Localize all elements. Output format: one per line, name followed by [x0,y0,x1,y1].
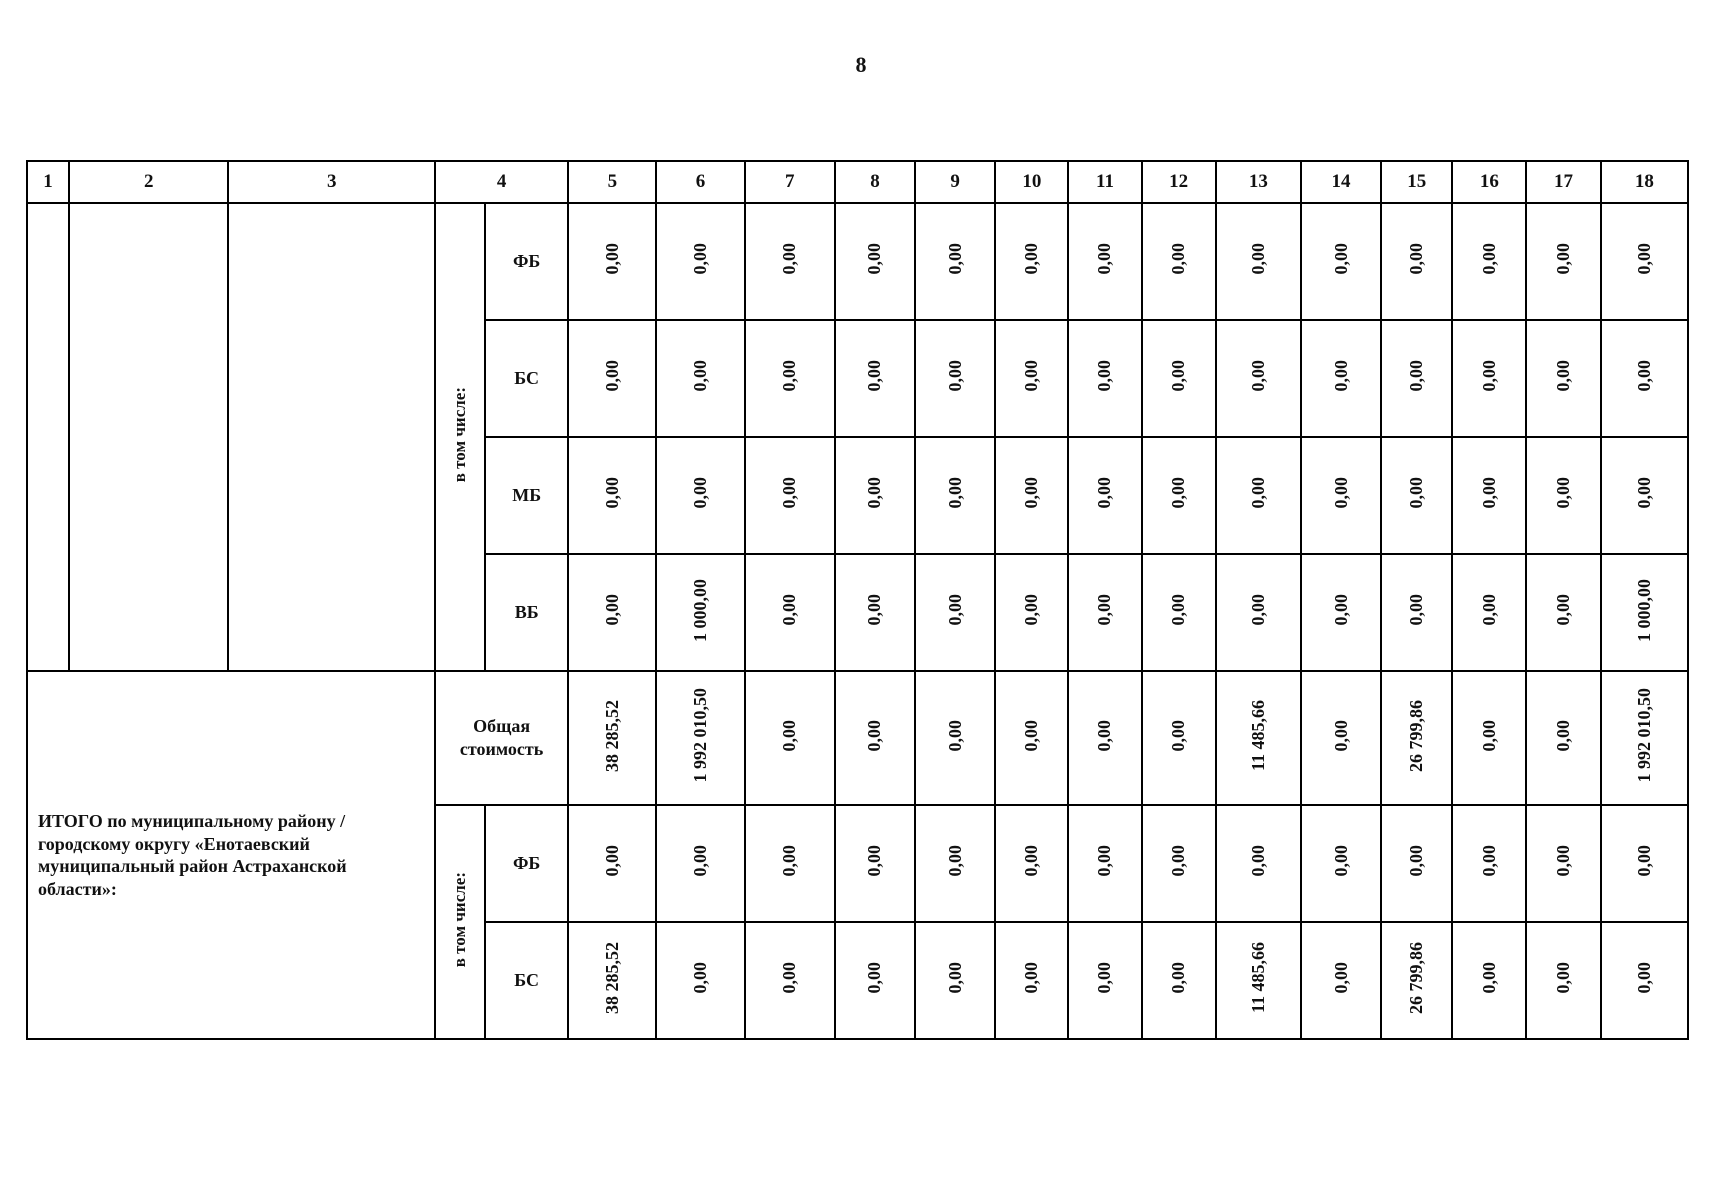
cell-value: 11 485,66 [1247,699,1268,771]
column-header-15: 15 [1381,161,1452,203]
value-cell [1381,554,1452,671]
value-cell [568,320,656,437]
cell-value: 0,00 [864,719,885,752]
cell-value: 0,00 [1330,962,1351,994]
cell-value: 0,00 [1478,962,1499,994]
cell-value: 0,00 [1247,243,1268,275]
cell-value: 0,00 [864,243,885,275]
column-header-17: 17 [1526,161,1600,203]
cell-value: 0,00 [1633,477,1654,509]
funding-source-code: БС [485,320,568,437]
cell-value: 0,00 [1094,477,1115,509]
cell-value: 0,00 [1094,962,1115,994]
column-header-14: 14 [1301,161,1381,203]
total-cost-label: Общая стоимость [435,671,568,805]
cell-value: 0,00 [1478,243,1499,275]
value-cell [915,554,995,671]
value-cell [1381,203,1452,320]
column-header-18: 18 [1601,161,1688,203]
cell-value: 0,00 [1168,477,1189,509]
cell-value: 0,00 [1094,719,1115,752]
column-header-5: 5 [568,161,656,203]
cell-value: 1 000,00 [1633,578,1654,642]
value-cell [1526,805,1600,922]
value-cell [1068,805,1141,922]
cell-value: 0,00 [1553,594,1574,626]
value-cell [1142,203,1216,320]
column-header-11: 11 [1068,161,1141,203]
value-cell [1068,437,1141,554]
column-header-6: 6 [656,161,744,203]
cell-value: 0,00 [690,360,711,392]
in-total-label [435,805,485,1039]
value-cell [656,320,744,437]
value-cell [1452,437,1526,554]
value-cell [915,922,995,1039]
column-header-2: 2 [69,161,228,203]
column-header-10: 10 [995,161,1068,203]
value-cell [1452,805,1526,922]
cell-value: 0,00 [1021,243,1042,275]
cell-value: 0,00 [690,477,711,509]
cell-value: 0,00 [601,594,622,626]
value-cell [745,671,835,805]
value-cell [568,437,656,554]
cell-value: 0,00 [1168,719,1189,752]
cell-value: 0,00 [944,360,965,392]
cell-value: 1 992 010,50 [1633,688,1654,783]
cell-value: 0,00 [944,845,965,877]
value-cell [568,671,656,805]
col3-cell [228,203,434,671]
funding-source-code: ФБ [485,805,568,922]
cell-value: 26 799,86 [1406,699,1427,772]
cell-value: 0,00 [690,845,711,877]
value-cell [915,320,995,437]
cell-value: 0,00 [1094,360,1115,392]
cell-value: 0,00 [779,360,800,392]
value-cell [1601,805,1688,922]
value-cell [1381,922,1452,1039]
cell-value: 0,00 [690,243,711,275]
cell-value: 0,00 [864,845,885,877]
table-row [27,203,1688,320]
cell-value: 0,00 [944,594,965,626]
cell-value: 0,00 [779,243,800,275]
value-cell [1068,203,1141,320]
value-cell [745,203,835,320]
value-cell [1216,203,1301,320]
cell-value: 0,00 [944,477,965,509]
value-cell [1301,437,1381,554]
value-cell [1142,805,1216,922]
cell-value: 0,00 [601,845,622,877]
cell-value: 0,00 [1330,477,1351,509]
funding-source-code: МБ [485,437,568,554]
column-header-3: 3 [228,161,434,203]
value-cell [995,922,1068,1039]
value-cell [1301,554,1381,671]
value-cell [656,922,744,1039]
value-cell [1381,437,1452,554]
cell-value: 0,00 [1094,243,1115,275]
cell-value: 0,00 [601,243,622,275]
value-cell [1301,922,1381,1039]
cell-value: 0,00 [1330,845,1351,877]
value-cell [1301,203,1381,320]
value-cell [1301,671,1381,805]
cell-value: 0,00 [1330,360,1351,392]
cell-value: 0,00 [690,962,711,994]
value-cell [1526,671,1600,805]
cell-value: 0,00 [944,719,965,752]
cell-value: 0,00 [1633,243,1654,275]
value-cell [995,554,1068,671]
value-cell [995,320,1068,437]
value-cell [835,437,915,554]
cell-value: 0,00 [1553,243,1574,275]
cell-value: 0,00 [779,719,800,752]
value-cell [835,671,915,805]
funding-source-code: ФБ [485,203,568,320]
value-cell [1216,437,1301,554]
value-cell [1142,554,1216,671]
cell-value: 0,00 [1553,719,1574,752]
value-cell [995,671,1068,805]
value-cell [568,805,656,922]
value-cell [995,805,1068,922]
value-cell [745,437,835,554]
cell-value: 0,00 [1478,360,1499,392]
column-header-12: 12 [1142,161,1216,203]
value-cell [656,437,744,554]
cell-value: 0,00 [1247,594,1268,626]
value-cell [1142,922,1216,1039]
value-cell [835,320,915,437]
value-cell [1142,437,1216,554]
value-cell [745,554,835,671]
cell-value: 0,00 [1553,962,1574,994]
value-cell [1142,320,1216,437]
value-cell [1601,203,1688,320]
funding-source-code: БС [485,922,568,1039]
column-header-1: 1 [27,161,69,203]
page-number: 8 [855,52,867,77]
value-cell [1216,922,1301,1039]
column-header-4: 4 [435,161,568,203]
value-cell [1526,437,1600,554]
value-cell [835,805,915,922]
column-header-9: 9 [915,161,995,203]
col2-cell [69,203,228,671]
cell-value: 0,00 [1633,845,1654,877]
cell-value: 0,00 [1330,243,1351,275]
value-cell [656,671,744,805]
cell-value: 0,00 [944,962,965,994]
cell-value: 0,00 [864,594,885,626]
value-cell [745,922,835,1039]
cell-value: 0,00 [601,477,622,509]
value-cell [1601,922,1688,1039]
value-cell [656,554,744,671]
cell-value: 38 285,52 [601,699,622,772]
cell-value: 0,00 [1094,594,1115,626]
value-cell [1526,554,1600,671]
budget-table [26,160,1689,1040]
cell-value: 0,00 [864,360,885,392]
cell-value: 0,00 [1553,845,1574,877]
col1-cell [27,203,69,671]
value-cell [656,203,744,320]
cell-value: 0,00 [1247,477,1268,509]
cell-value: 0,00 [779,477,800,509]
cell-value: 26 799,86 [1406,942,1427,1014]
value-cell [915,671,995,805]
cell-value: 0,00 [944,243,965,275]
value-cell [1301,805,1381,922]
cell-value: 0,00 [1330,719,1351,752]
cell-value: 0,00 [1021,845,1042,877]
cell-value: 0,00 [1021,360,1042,392]
value-cell [835,203,915,320]
value-cell [835,554,915,671]
cell-value: 0,00 [779,845,800,877]
value-cell [568,203,656,320]
column-header-16: 16 [1452,161,1526,203]
cell-value: 0,00 [779,594,800,626]
cell-value: 0,00 [1168,845,1189,877]
total-cost-row [27,671,1688,805]
value-cell [1216,320,1301,437]
value-cell [915,805,995,922]
value-cell [1452,671,1526,805]
value-cell [1301,320,1381,437]
value-cell [1601,671,1688,805]
cell-value: 0,00 [1168,594,1189,626]
value-cell [835,922,915,1039]
cell-value: 0,00 [1553,477,1574,509]
value-cell [915,437,995,554]
cell-value: 1 992 010,50 [690,688,711,783]
value-cell [1381,671,1452,805]
value-cell [1068,554,1141,671]
cell-value: 0,00 [1478,719,1499,752]
cell-value: 0,00 [1406,594,1427,626]
cell-value: 0,00 [1553,360,1574,392]
cell-value: 38 285,52 [601,942,622,1014]
in-total-label [435,203,485,671]
cell-value: 0,00 [1406,477,1427,509]
value-cell [1068,320,1141,437]
cell-value: 0,00 [1406,845,1427,877]
value-cell [745,805,835,922]
cell-value: 1 000,00 [690,578,711,642]
in-total-text: в том числе: [450,871,469,968]
value-cell [1526,203,1600,320]
cell-value: 0,00 [1478,477,1499,509]
cell-value: 0,00 [1633,360,1654,392]
value-cell [656,805,744,922]
value-cell [1068,922,1141,1039]
value-cell [745,320,835,437]
value-cell [995,203,1068,320]
value-cell [1452,554,1526,671]
cell-value: 0,00 [1406,243,1427,275]
value-cell [1452,320,1526,437]
value-cell [568,554,656,671]
column-header-13: 13 [1216,161,1301,203]
value-cell [1216,554,1301,671]
cell-value: 11 485,66 [1247,942,1268,1014]
cell-value: 0,00 [1406,360,1427,392]
cell-value: 0,00 [1021,477,1042,509]
cell-value: 0,00 [1478,845,1499,877]
value-cell [1068,671,1141,805]
cell-value: 0,00 [1021,719,1042,752]
in-total-text: в том числе: [450,386,469,483]
cell-value: 0,00 [1168,962,1189,994]
value-cell [1601,437,1688,554]
cell-value: 0,00 [1021,594,1042,626]
cell-value: 0,00 [1478,594,1499,626]
value-cell [1216,805,1301,922]
value-cell [1526,922,1600,1039]
value-cell [1526,320,1600,437]
value-cell [1381,805,1452,922]
cell-value: 0,00 [1633,962,1654,994]
funding-source-code: ВБ [485,554,568,671]
value-cell [1452,203,1526,320]
cell-value: 0,00 [864,477,885,509]
value-cell [1452,922,1526,1039]
cell-value: 0,00 [1094,845,1115,877]
column-header-8: 8 [835,161,915,203]
cell-value: 0,00 [601,360,622,392]
value-cell [1381,320,1452,437]
cell-value: 0,00 [779,962,800,994]
header-row [27,161,1688,203]
value-cell [1142,671,1216,805]
value-cell [915,203,995,320]
cell-value: 0,00 [1168,360,1189,392]
total-label: ИТОГО по муниципальному району / городскому округу «Енотаевский муниципальный район Астраханской области»: [27,671,435,1039]
cell-value: 0,00 [1021,962,1042,994]
cell-value: 0,00 [1247,845,1268,877]
value-cell [1601,554,1688,671]
value-cell [1601,320,1688,437]
cell-value: 0,00 [1247,360,1268,392]
column-header-7: 7 [745,161,835,203]
value-cell [995,437,1068,554]
value-cell [568,922,656,1039]
value-cell [1216,671,1301,805]
cell-value: 0,00 [1330,594,1351,626]
cell-value: 0,00 [1168,243,1189,275]
cell-value: 0,00 [864,962,885,994]
